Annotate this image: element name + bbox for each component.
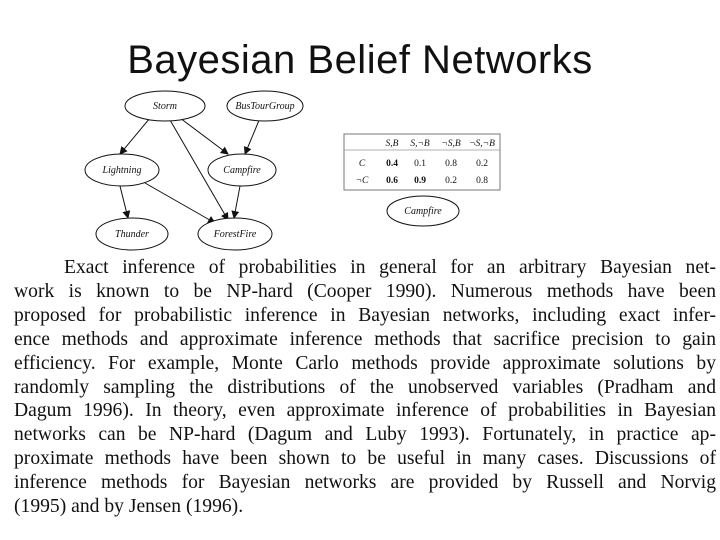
paragraph-line: (1995) and by Jensen (1996). xyxy=(14,496,244,518)
cpt-cell: 0.9 xyxy=(414,176,426,186)
node-bustourgroup-label: BusTourGroup xyxy=(235,101,295,112)
edge-lightning-thunder xyxy=(120,186,128,218)
node-storm-label: Storm xyxy=(153,101,177,112)
cpt-row-label: ¬C xyxy=(355,176,369,186)
paragraph-line: Exact inference of probabilities in general for an arbitrary Bayesian net- xyxy=(64,257,716,278)
cpt-campfire-node xyxy=(387,196,459,226)
cpt-campfire-label: Campfire xyxy=(404,206,442,217)
cpt-cell: 0.2 xyxy=(476,159,488,169)
cpt-cell: 0.4 xyxy=(386,159,398,169)
paragraph-line: inference methods for Bayesian networks are provided by Russell and Norvig xyxy=(14,472,716,494)
cpt-cell: 0.8 xyxy=(476,176,488,186)
node-forestfire-label: ForestFire xyxy=(213,229,257,240)
paragraph-line: randomly sampling the distributions of the unobserved variables (Pradham and xyxy=(14,376,716,398)
node-storm xyxy=(125,91,205,121)
bayesian-network-diagram xyxy=(70,88,340,258)
edge-storm-lightning xyxy=(120,118,150,154)
node-bustourgroup xyxy=(227,91,303,121)
cpt-row-label: C xyxy=(358,159,366,169)
node-lightning xyxy=(85,154,159,186)
edge-bustourgroup-campfire xyxy=(245,118,260,154)
cpt-cell: 0.1 xyxy=(414,159,426,169)
cpt-col-header: S,¬B xyxy=(410,139,430,149)
campfire-cpt xyxy=(340,128,510,228)
edge-lightning-forestfire xyxy=(145,183,215,223)
paragraph-line: proximate methods have been shown to be useful in many cases. Discussions of xyxy=(14,448,716,470)
paragraph-line: efficiency. For example, Monte Carlo methods provide approximate solutions by xyxy=(14,352,716,374)
body-paragraph xyxy=(14,256,716,519)
cpt-cell: 0.6 xyxy=(386,176,398,186)
paragraph-line: proposed for probabilistic inference in Bayesian networks, including exact infer- xyxy=(14,304,716,326)
edge-storm-campfire xyxy=(180,118,228,154)
paragraph-line: ence methods and approximate inference methods that sacrifice precision to gain xyxy=(14,328,716,350)
node-lightning-label: Lightning xyxy=(102,165,142,176)
cpt-col-header: ¬S,B xyxy=(441,139,461,149)
cpt-col-header: S,B xyxy=(385,139,399,149)
cpt-cell: 0.2 xyxy=(445,176,457,186)
node-campfire-label: Campfire xyxy=(223,165,261,176)
paragraph-line: networks can be NP-hard (Dagum and Luby 1993). Fortunately, in practice ap- xyxy=(14,424,716,446)
edge-campfire-forestfire xyxy=(234,186,240,218)
paragraph-line: work is known to be NP-hard (Cooper 1990). Numerous methods have been xyxy=(14,280,716,302)
paragraph-line: Dagum 1996). In theory, even approximate inference of probabilities in Bayesian xyxy=(14,400,716,422)
cpt-col-header: ¬S,¬B xyxy=(469,139,495,149)
node-forestfire xyxy=(198,218,272,250)
slide-title: Bayesian Belief Networks xyxy=(127,38,593,82)
node-thunder-label: Thunder xyxy=(115,229,149,240)
node-thunder xyxy=(96,218,168,250)
node-campfire xyxy=(208,154,276,186)
cpt-cell: 0.8 xyxy=(445,159,457,169)
